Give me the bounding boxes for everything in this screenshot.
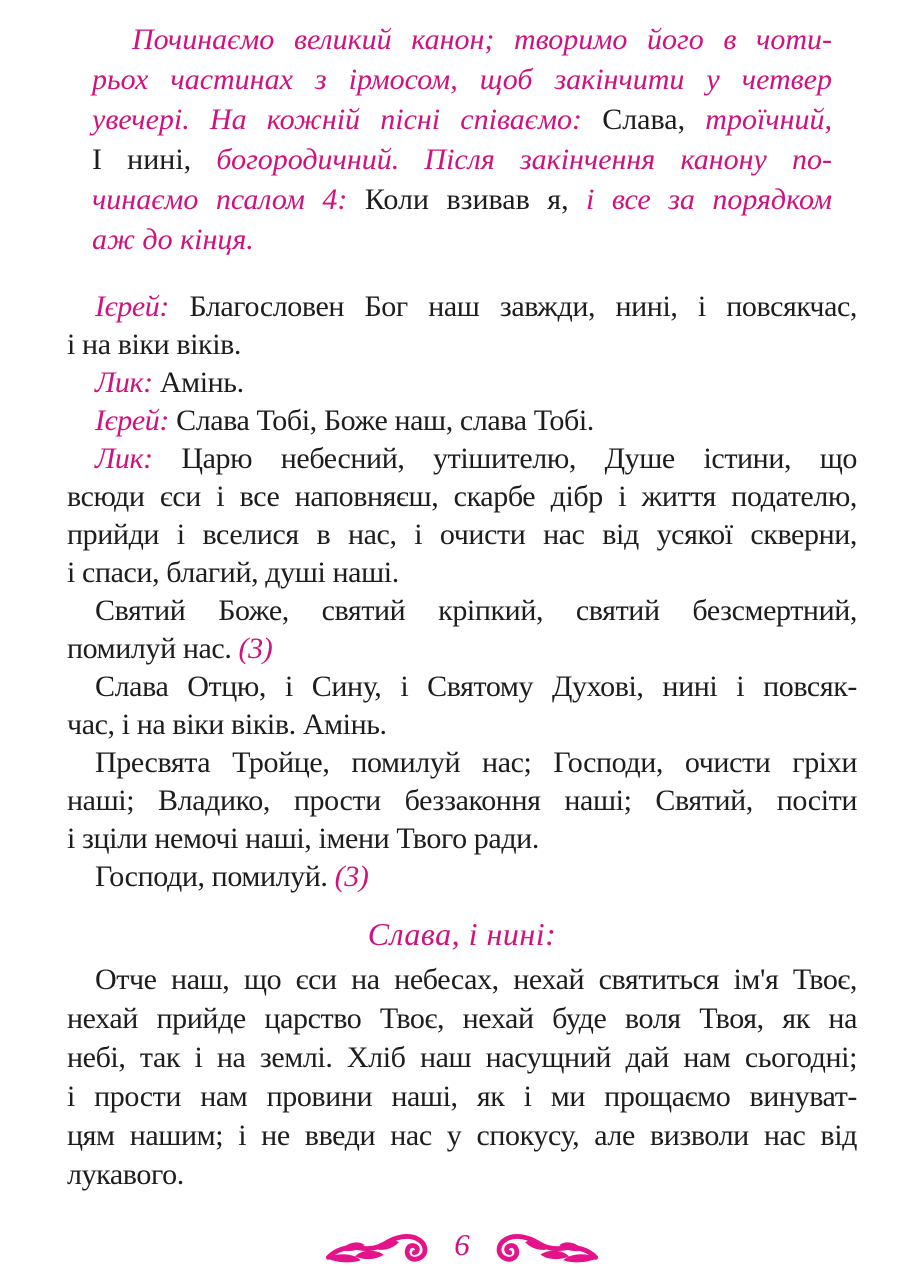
text-line — [67, 1116, 857, 1155]
floral-flourish-icon — [320, 1224, 432, 1266]
text-line — [67, 999, 857, 1038]
page-footer — [67, 1224, 857, 1266]
text-segment: лукавого. — [67, 1158, 184, 1191]
text-segment: і прости нам провини наші, як і ми прощаємо винуват- — [67, 1080, 857, 1113]
text-line — [67, 782, 857, 820]
text-line — [67, 668, 857, 706]
text-line — [67, 592, 857, 630]
text-line — [67, 858, 857, 896]
text-line — [67, 1155, 857, 1194]
text-line — [67, 440, 857, 478]
speaker-label: Ієрей: — [95, 290, 190, 323]
speaker-label: Ієрей: — [95, 404, 177, 437]
text-line — [92, 20, 832, 60]
text-line — [67, 1038, 857, 1077]
text-segment: Слава Тобі, Боже наш, слава Тобі. — [176, 404, 594, 437]
rubric-segment: і все за порядком — [586, 183, 832, 216]
text-segment: помилуй нас. — [67, 632, 239, 665]
section-heading: Слава, і нині: — [367, 916, 557, 952]
floral-flourish-icon — [492, 1224, 604, 1266]
text-segment: Царю небесний, утішителю, Душе істини, що — [181, 442, 857, 475]
text-segment: всюди єси і все наповняєш, скарбе дібр і життя подателю, — [67, 480, 857, 513]
text-line — [67, 288, 857, 326]
rubric-segment: богородичний. Після закінчення канону по- — [216, 143, 832, 176]
repeat-count: (3) — [238, 632, 273, 665]
text-segment: Слава, — [602, 103, 706, 136]
text-segment: Господи, помилуй. — [95, 860, 335, 893]
repeat-count: (3) — [334, 860, 369, 893]
text-segment: і спаси, благий, душі наші. — [67, 556, 399, 589]
text-line — [92, 140, 832, 180]
text-segment: Благословен Бог наш завжди, нині, і повсякчас, — [189, 290, 858, 323]
text-line — [67, 326, 857, 364]
text-line — [92, 100, 832, 140]
text-line — [92, 60, 832, 100]
text-line — [67, 402, 857, 440]
text-segment: Святий Боже, святий кріпкий, святий безсмертний, — [95, 594, 857, 627]
text-segment: Пресвята Тройце, помилуй нас; Господи, очисти гріхи — [95, 746, 857, 779]
rubric-segment: Починаємо великий канон; творимо його в чоти- — [132, 23, 832, 56]
text-line — [67, 554, 857, 592]
text-line — [92, 220, 832, 260]
text-line — [67, 706, 857, 744]
speaker-label: Лик: — [95, 366, 160, 399]
page-number: 6 — [454, 1227, 470, 1262]
text-line — [67, 364, 857, 402]
text-line — [67, 744, 857, 782]
text-line — [67, 478, 857, 516]
rubric-intro-paragraph — [92, 20, 832, 260]
text-line — [92, 180, 832, 220]
text-segment: і на віки віків. — [67, 328, 242, 361]
text-line — [67, 960, 857, 999]
text-line — [67, 1077, 857, 1116]
text-segment: небі, так і на землі. Хліб наш насущний дай нам сьогодні; — [67, 1041, 857, 1074]
rubric-segment: рьох частинах з ірмосом, щоб закінчити у четвер — [92, 63, 832, 96]
text-segment: Коли взивав я, — [364, 183, 587, 216]
text-segment: Отче наш, що єси на небесах, нехай святиться ім'я Твоє, — [95, 963, 857, 996]
text-line — [67, 820, 857, 858]
prayer-paragraph — [67, 960, 857, 1194]
liturgy-section — [67, 288, 857, 896]
speaker-label: Лик: — [95, 442, 182, 475]
text-segment: і зціли немочі наші, імени Твого ради. — [67, 822, 539, 855]
text-segment: нехай прийде царство Твоє, нехай буде воля Твоя, як на — [67, 1002, 857, 1035]
rubric-segment: чинаємо псалом 4: — [92, 183, 365, 216]
text-line — [67, 630, 857, 668]
text-segment: цям нашим; і не введи нас у спокусу, але визволи нас від — [67, 1119, 857, 1152]
rubric-segment: аж до кінця. — [92, 223, 254, 256]
text-segment: І нині, — [92, 143, 217, 176]
text-segment: час, і на віки віків. Амінь. — [67, 708, 387, 741]
text-segment: Слава Отцю, і Сину, і Святому Духові, нині і повсяк- — [95, 670, 857, 703]
rubric-segment: троїчний, — [705, 103, 832, 136]
text-segment: Амінь. — [159, 366, 244, 399]
text-segment: прийди і вселися в нас, і очисти нас від усякої скверни, — [67, 518, 857, 551]
text-line — [67, 516, 857, 554]
text-segment: наші; Владико, прости беззаконня наші; Святий, посіти — [67, 784, 857, 817]
rubric-segment: увечері. На кожній пісні співаємо: — [92, 103, 603, 136]
